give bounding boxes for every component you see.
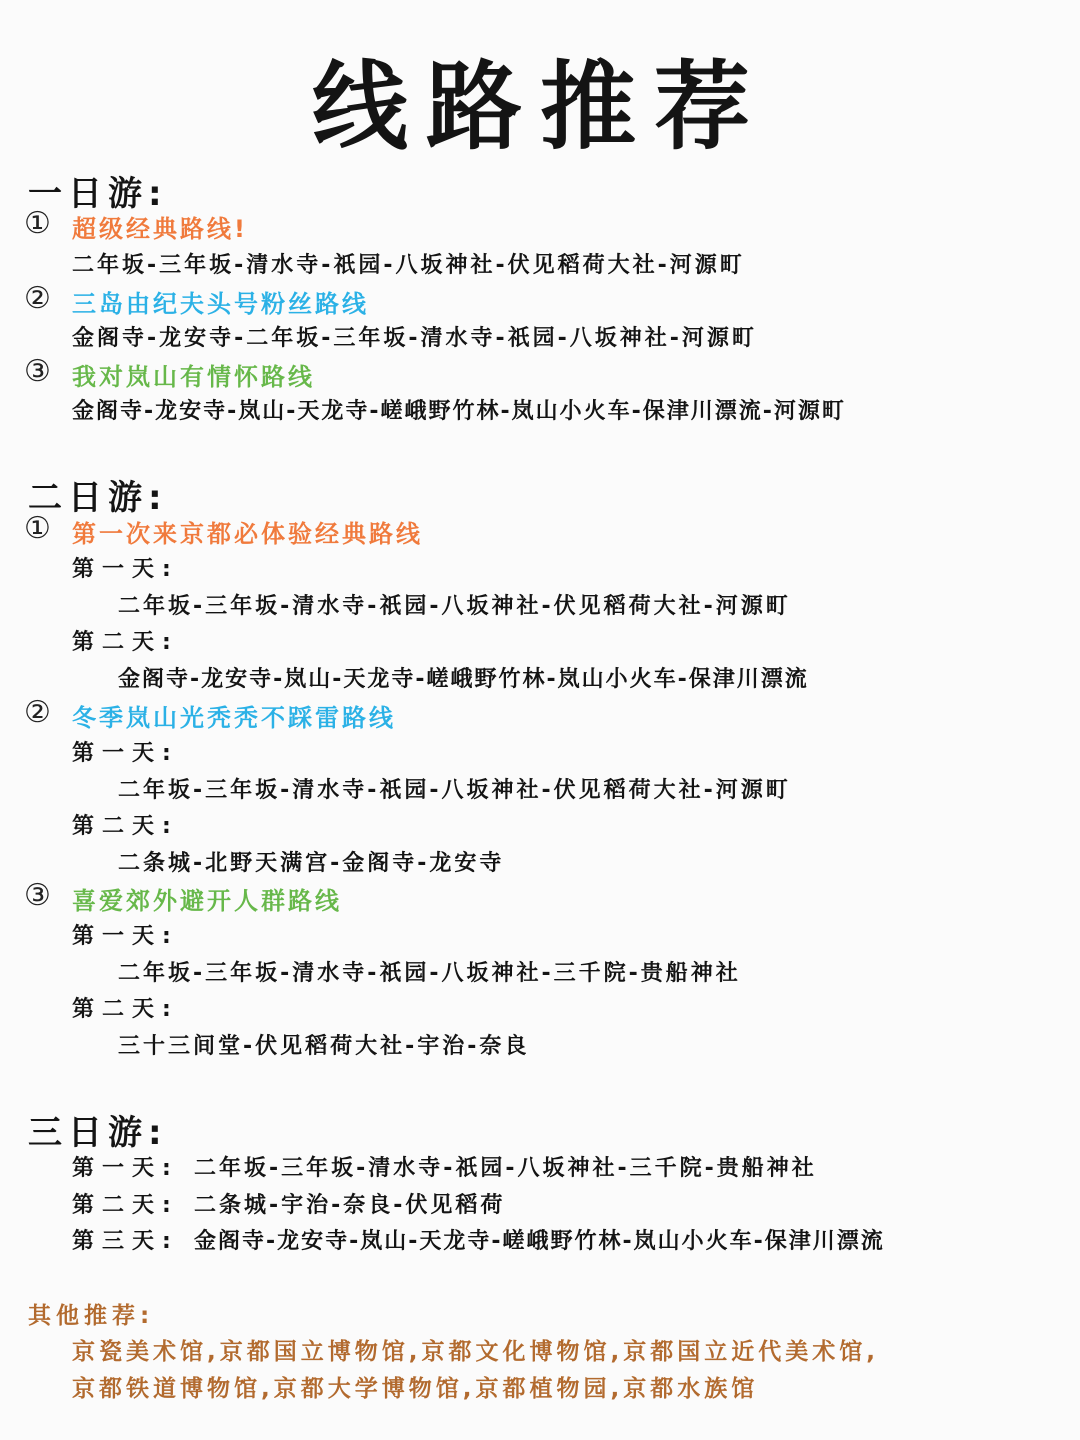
day-label: 第一天: [72, 1156, 179, 1181]
three-day-heading: 三日游: [28, 1113, 168, 1153]
route-number: ③ [24, 354, 51, 389]
route-path: 金阁寺-龙安寺-岚山-天龙寺-嵯峨野竹林-岚山小火车-保津川漂流 [194, 1229, 885, 1254]
route-number: ② [24, 281, 51, 316]
route-title: 喜爱郊外避开人群路线 [72, 887, 342, 915]
day-label: 第一天: [72, 741, 179, 766]
other-heading: 其他推荐: [28, 1303, 155, 1329]
route-number: ③ [24, 878, 51, 913]
route-path: 二年坂-三年坂-清水寺-祇园-八坂神社-伏见稻荷大社-河源町 [118, 778, 791, 803]
route-title: 冬季岚山光秃秃不踩雷路线 [72, 704, 396, 732]
day-label: 第二天: [72, 997, 179, 1022]
route-path: 金阁寺-龙安寺-二年坂-三年坂-清水寺-祇园-八坂神社-河源町 [72, 326, 757, 351]
day-label: 第一天: [72, 924, 179, 949]
route-path: 二年坂-三年坂-清水寺-祇园-八坂神社-三千院-贵船神社 [194, 1156, 817, 1181]
two-day-heading: 二日游: [28, 478, 168, 518]
route-path: 三十三间堂-伏见稻荷大社-宇治-奈良 [118, 1034, 530, 1059]
route-number: ① [24, 206, 51, 241]
route-title: 第一次来京都必体验经典路线 [72, 520, 423, 548]
route-path: 二年坂-三年坂-清水寺-祇园-八坂神社-伏见稻荷大社-河源町 [118, 594, 791, 619]
route-number: ② [24, 695, 51, 730]
route-title: 超级经典路线! [72, 215, 248, 243]
one-day-heading: 一日游: [28, 174, 168, 214]
route-path: 二年坂-三年坂-清水寺-祇园-八坂神社-伏见稻荷大社-河源町 [72, 253, 745, 278]
other-list-line: 京都铁道博物馆,京都大学博物馆,京都植物园,京都水族馆 [72, 1376, 759, 1402]
day-label: 第一天: [72, 557, 179, 582]
day-label: 第二天: [72, 814, 179, 839]
route-number: ① [24, 511, 51, 546]
day-label: 第三天: [72, 1229, 179, 1254]
page-title: 线路推荐 [312, 51, 768, 163]
other-list-line: 京瓷美术馆,京都国立博物馆,京都文化博物馆,京都国立近代美术馆, [72, 1339, 879, 1365]
route-title: 我对岚山有情怀路线 [72, 363, 315, 391]
route-path: 二条城-北野天满宫-金阁寺-龙安寺 [118, 851, 505, 876]
route-title: 三岛由纪夫头号粉丝路线 [72, 290, 369, 318]
route-path: 金阁寺-龙安寺-岚山-天龙寺-嵯峨野竹林-岚山小火车-保津川漂流 [118, 667, 809, 692]
route-path: 二年坂-三年坂-清水寺-祇园-八坂神社-三千院-贵船神社 [118, 961, 741, 986]
route-path: 二条城-宇治-奈良-伏见稻荷 [194, 1193, 506, 1218]
day-label: 第二天: [72, 630, 179, 655]
route-path: 金阁寺-龙安寺-岚山-天龙寺-嵯峨野竹林-岚山小火车-保津川漂流-河源町 [72, 399, 846, 424]
day-label: 第二天: [72, 1193, 179, 1218]
